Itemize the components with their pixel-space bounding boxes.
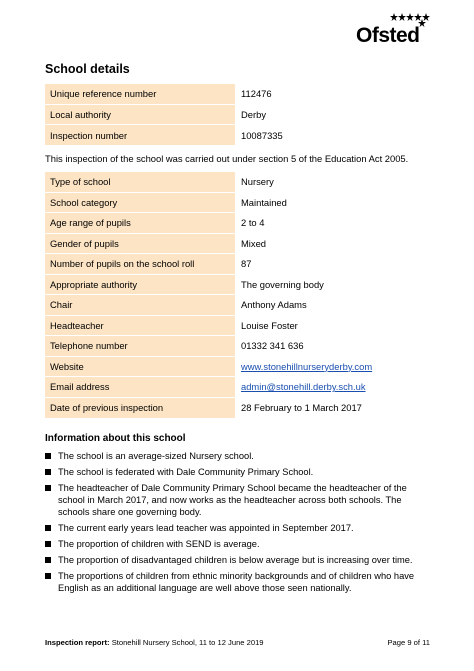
row-value: Nursery	[235, 172, 430, 193]
school-details-table	[45, 171, 430, 418]
website-link[interactable]: www.stonehillnurseryderby.com	[241, 360, 373, 372]
row-value: Louise Foster	[235, 315, 430, 336]
table-row	[45, 254, 430, 275]
school-reference-table	[45, 83, 430, 145]
row-value: Maintained	[235, 192, 430, 213]
row-label: Type of school	[45, 172, 235, 193]
row-label: Date of previous inspection	[45, 397, 235, 418]
row-label: Inspection number	[45, 125, 235, 146]
row-label: Unique reference number	[45, 84, 235, 105]
page-number: Page 9 of 11	[387, 638, 430, 647]
info-list	[45, 450, 430, 598]
row-value: Anthony Adams	[235, 295, 430, 316]
list-item	[45, 466, 430, 478]
row-value: Derby	[235, 104, 430, 125]
bullet-icon	[45, 541, 51, 547]
list-item	[45, 570, 430, 594]
list-item-text: The proportions of children from ethnic minority backgrounds and of children who have English as an additional language are well above those seen nationally.	[58, 571, 415, 593]
bullet-icon	[45, 557, 51, 563]
table-row	[45, 84, 430, 105]
row-label: Email address	[45, 377, 235, 398]
website-cell	[235, 356, 430, 377]
list-item	[45, 450, 430, 462]
row-label: Telephone number	[45, 336, 235, 357]
ofsted-logo	[356, 14, 432, 46]
table-row	[45, 336, 430, 357]
bullet-icon	[45, 469, 51, 475]
bullet-icon	[45, 573, 51, 579]
logo-wordmark: Ofsted	[356, 24, 420, 47]
list-item-text: The proportion of children with SEND is average.	[58, 539, 260, 549]
row-value: 01332 341 636	[235, 336, 430, 357]
row-value: 112476	[235, 84, 430, 105]
table-row	[45, 397, 430, 418]
row-value: 28 February to 1 March 2017	[235, 397, 430, 418]
table-row	[45, 192, 430, 213]
email-link[interactable]: admin@stonehill.derby.sch.uk	[241, 381, 366, 393]
row-label: Appropriate authority	[45, 274, 235, 295]
row-label: Gender of pupils	[45, 233, 235, 254]
table-row	[45, 315, 430, 336]
row-value: 87	[235, 254, 430, 275]
bullet-icon	[45, 453, 51, 459]
footer-report	[45, 638, 264, 647]
list-item	[45, 482, 430, 518]
row-label: Age range of pupils	[45, 213, 235, 234]
row-value: Mixed	[235, 233, 430, 254]
row-label: Headteacher	[45, 315, 235, 336]
row-label: Website	[45, 356, 235, 377]
row-label: Local authority	[45, 104, 235, 125]
page-footer	[45, 638, 430, 647]
row-label: School category	[45, 192, 235, 213]
bullet-icon	[45, 485, 51, 491]
row-value: 2 to 4	[235, 213, 430, 234]
list-item-text: The school is an average-sized Nursery school.	[58, 451, 254, 461]
section-title: School details	[45, 62, 130, 76]
table-row	[45, 295, 430, 316]
list-item	[45, 522, 430, 534]
table-row	[45, 125, 430, 146]
list-item-text: The proportion of disadvantaged children is below average but is increasing over time.	[58, 555, 413, 565]
list-item	[45, 538, 430, 550]
row-value: 10087335	[235, 125, 430, 146]
list-item-text: The school is federated with Dale Community Primary School.	[58, 467, 314, 477]
row-label: Chair	[45, 295, 235, 316]
table-row	[45, 172, 430, 193]
list-item-text: The headteacher of Dale Community Primary School became the headteacher of the school in March 2017, and now works as the headteacher across both schools. The schools share one governing body.	[58, 483, 407, 517]
row-label: Number of pupils on the school roll	[45, 254, 235, 275]
row-value: The governing body	[235, 274, 430, 295]
footer-report-text: Stonehill Nursery School, 11 to 12 June 2019	[111, 638, 264, 647]
info-heading: Information about this school	[45, 433, 186, 444]
table-row	[45, 233, 430, 254]
list-item-text: The current early years lead teacher was appointed in September 2017.	[58, 523, 354, 533]
bullet-icon	[45, 525, 51, 531]
table-row	[45, 213, 430, 234]
inspection-note: This inspection of the school was carried out under section 5 of the Education Act 2005.	[45, 153, 409, 164]
table-row	[45, 104, 430, 125]
table-row	[45, 274, 430, 295]
list-item	[45, 554, 430, 566]
table-row	[45, 356, 430, 377]
footer-report-label: Inspection report:	[45, 638, 110, 647]
table-row	[45, 377, 430, 398]
email-cell	[235, 377, 430, 398]
